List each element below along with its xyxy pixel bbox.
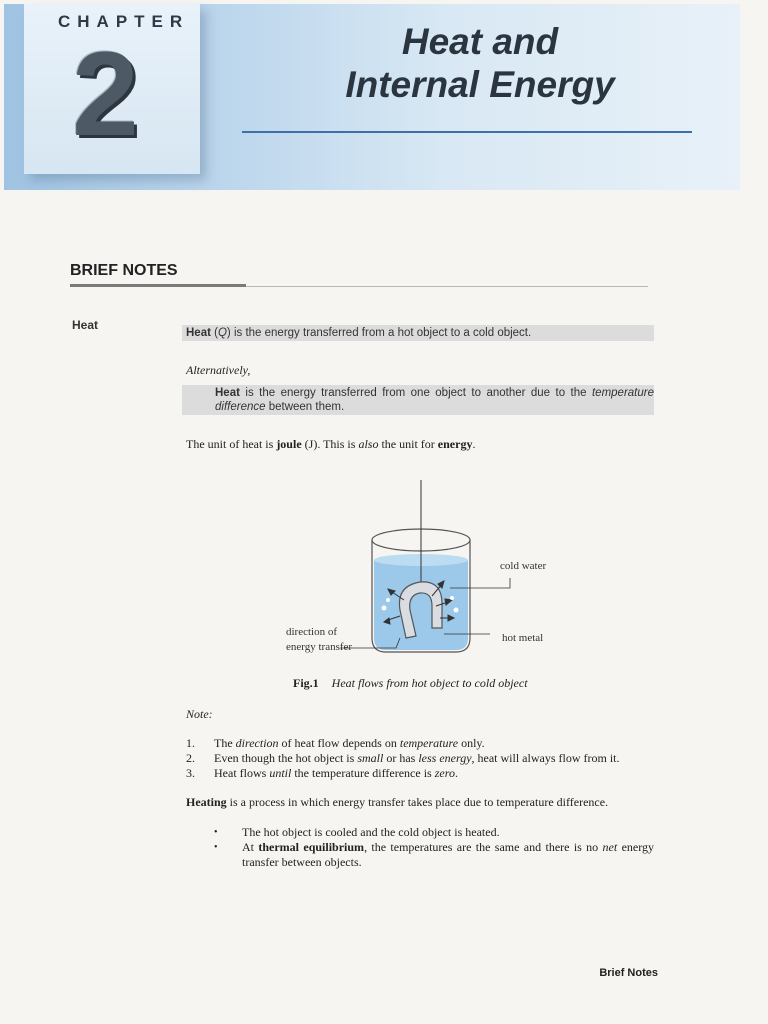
list-number: 1. xyxy=(186,736,195,750)
unit-end: . xyxy=(472,437,476,451)
list-text: Heat flows until the temperature difference is zero. xyxy=(214,766,458,780)
alt-emphasis: temperature difference xyxy=(215,387,654,413)
bullet-text: The hot object is cooled and the cold object is heated. xyxy=(242,825,500,839)
heating-definition xyxy=(186,795,608,810)
definition-symbol: Q xyxy=(217,327,227,339)
alt-text-after: between them. xyxy=(268,401,345,413)
list-item xyxy=(186,751,656,766)
unit-part2: (J). This is xyxy=(304,437,356,451)
list-item xyxy=(214,840,654,870)
list-item xyxy=(186,736,656,751)
figure-beaker xyxy=(280,478,580,668)
bullet-dot: • xyxy=(214,827,218,838)
list-text: The direction of heat flow depends on temperature only. xyxy=(214,736,485,750)
section-rule-light xyxy=(246,286,648,287)
caption-text: Heat flows from hot object to cold object xyxy=(331,676,528,690)
unit-part3: the unit for xyxy=(381,437,435,451)
notes-list xyxy=(186,736,656,781)
bullet-dot: • xyxy=(214,842,218,853)
bullet-text: At thermal equilibrium, the temperatures are the same and there is no net energy transfer between objects. xyxy=(242,840,655,869)
chapter-title-line2: Internal Energy xyxy=(345,64,615,105)
label-hot-metal: hot metal xyxy=(502,632,544,644)
page-footer: Brief Notes xyxy=(599,967,658,979)
list-item xyxy=(186,766,656,781)
title-underline xyxy=(242,131,692,133)
chapter-title xyxy=(300,20,660,106)
list-number: 3. xyxy=(186,766,195,780)
definition-box: Heat (Q) is the energy transferred from a hot object to a cold object. xyxy=(182,325,654,341)
heating-text: is a process in which energy transfer takes place due to temperature difference. xyxy=(229,795,609,809)
label-direction-2: energy transfer xyxy=(286,641,353,653)
unit-energy: energy xyxy=(437,437,473,451)
chapter-word: CHAPTER xyxy=(58,12,190,31)
list-text: Even though the hot object is small or has less energy, heat will always flow from it. xyxy=(214,751,620,765)
section-heading: BRIEF NOTES xyxy=(70,262,178,279)
label-cold-water: cold water xyxy=(500,560,547,572)
unit-joule: joule xyxy=(276,437,302,451)
unit-part1: The unit of heat is xyxy=(186,437,274,451)
definition-term: Heat xyxy=(186,327,211,339)
list-number: 2. xyxy=(186,751,195,765)
chapter-title-line1: Heat and xyxy=(401,21,559,62)
definition-text: is the energy transferred from a hot object to a cold object. xyxy=(233,327,532,339)
note-label: Note: xyxy=(186,707,213,721)
unit-also: also xyxy=(358,437,379,451)
list-item xyxy=(214,825,654,840)
alt-term: Heat xyxy=(215,387,240,399)
alt-text-before: is the energy transferred from one object to another due to the xyxy=(245,387,587,399)
heating-bullets xyxy=(214,825,654,870)
figure-caption xyxy=(293,676,528,691)
label-direction-1: direction of xyxy=(286,626,338,638)
unit-sentence xyxy=(186,437,475,452)
alternatively-label: Alternatively, xyxy=(186,363,251,377)
caption-number: Fig.1 xyxy=(293,676,319,690)
alternative-definition-box xyxy=(182,385,654,415)
chapter-number: 2 xyxy=(72,27,139,161)
margin-label-heat: Heat xyxy=(72,318,99,332)
heating-term: Heating xyxy=(186,795,227,809)
section-rule-dark xyxy=(70,284,246,287)
